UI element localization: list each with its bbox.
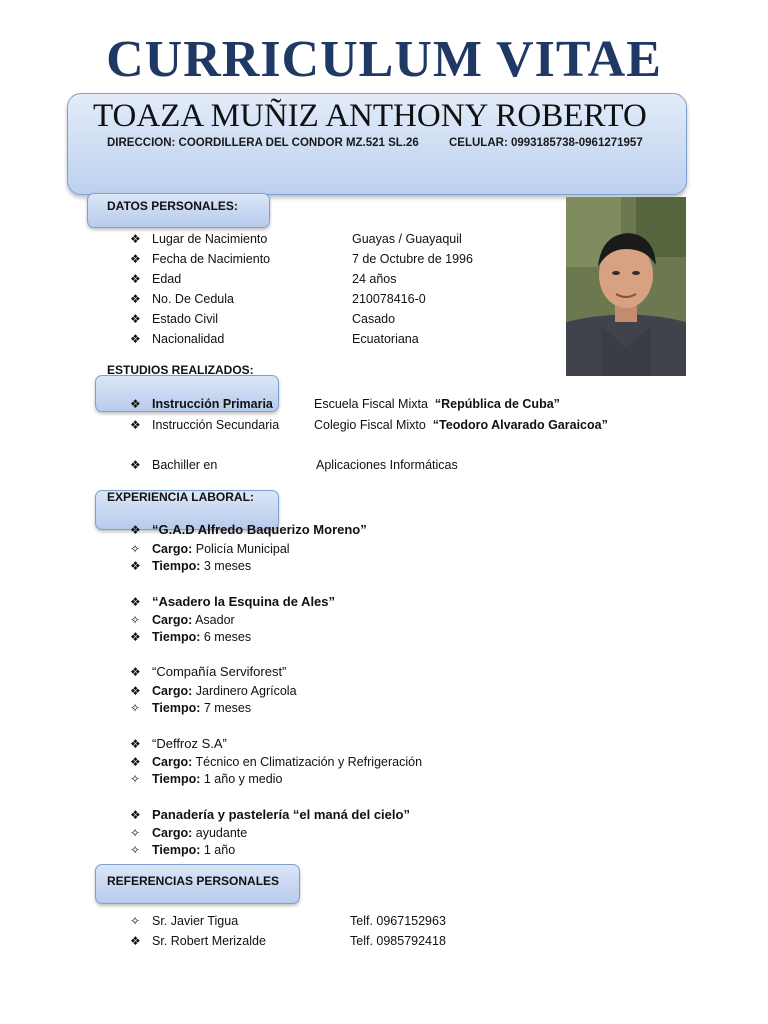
job-tiempo: ✧ Tiempo: 7 meses [130, 701, 252, 715]
bullet-icon: ❖ [130, 934, 141, 948]
list-item: ❖ Sr. Robert Merizalde Telf. 0985792418 [130, 934, 446, 948]
list-item: ❖ Edad 24 años [130, 272, 397, 286]
job-cargo: ❖ Cargo: Técnico en Climatización y Refrigeración [130, 755, 423, 769]
section-heading-references: REFERENCIAS PERSONALES [107, 874, 280, 888]
job-cargo: ✧ Cargo: Asador [130, 613, 235, 627]
section-heading-experience: EXPERIENCIA LABORAL: [107, 490, 254, 504]
bullet-icon: ❖ [130, 684, 141, 698]
bullet-icon: ❖ [130, 665, 141, 679]
bullet-icon: ❖ [130, 630, 141, 644]
job-company: ❖ “Deffroz S.A” [130, 736, 227, 751]
full-name: TOAZA MUÑIZ ANTHONY ROBERTO [93, 98, 647, 134]
job-tiempo: ✧ Tiempo: 1 año y medio [130, 772, 283, 786]
bullet-icon: ❖ [130, 808, 141, 822]
bullet-icon: ❖ [130, 252, 141, 266]
list-item: ❖ Fecha de Nacimiento 7 de Octubre de 1996 [130, 252, 473, 266]
bullet-icon: ❖ [130, 312, 141, 326]
job-company: ❖ Panadería y pastelería “el maná del cielo” [130, 807, 410, 822]
job-tiempo: ✧ Tiempo: 1 año [130, 843, 236, 857]
profile-photo [566, 197, 686, 376]
job-company: ❖ “G.A.D Alfredo Baquerizo Moreno” [130, 522, 367, 537]
bullet-outline-icon: ✧ [130, 613, 141, 627]
bullet-icon: ❖ [130, 232, 141, 246]
bullet-outline-icon: ✧ [130, 772, 141, 786]
list-item: ❖ Lugar de Nacimiento Guayas / Guayaquil [130, 232, 462, 246]
section-heading-studies: ESTUDIOS REALIZADOS: [107, 363, 254, 377]
bullet-icon: ❖ [130, 458, 141, 472]
bullet-icon: ❖ [130, 418, 141, 432]
list-item: ❖ No. De Cedula 210078416-0 [130, 292, 426, 306]
phone: CELULAR: 0993185738-0961271957 [449, 137, 643, 149]
job-cargo: ✧ Cargo: ayudante [130, 826, 248, 840]
bullet-outline-icon: ✧ [130, 826, 141, 840]
bullet-outline-icon: ✧ [130, 542, 141, 556]
job-company: ❖ “Compañía Serviforest” [130, 664, 287, 679]
job-tiempo: ❖ Tiempo: 3 meses [130, 559, 252, 573]
job-company: ❖ “Asadero la Esquina de Ales” [130, 594, 336, 609]
bullet-icon: ❖ [130, 272, 141, 286]
list-item: ❖ Instrucción Secundaria Colegio Fiscal Mixto “Teodoro Alvarado Garaicoa” [130, 418, 608, 432]
bullet-icon: ❖ [130, 523, 141, 537]
bullet-icon: ❖ [130, 332, 141, 346]
job-cargo: ✧ Cargo: Policía Municipal [130, 542, 290, 556]
job-tiempo: ❖ Tiempo: 6 meses [130, 630, 252, 644]
list-item: ❖ Estado Civil Casado [130, 312, 396, 326]
bullet-icon: ❖ [130, 737, 141, 751]
section-heading-personal: DATOS PERSONALES: [107, 199, 238, 213]
bullet-outline-icon: ✧ [130, 701, 141, 715]
bullet-icon: ❖ [130, 755, 141, 769]
list-item: ❖ Nacionalidad Ecuatoriana [130, 332, 419, 346]
bullet-icon: ❖ [130, 559, 141, 573]
bullet-outline-icon: ✧ [130, 914, 141, 928]
page-title: CURRICULUM VITAE [106, 31, 662, 88]
address: DIRECCION: COORDILLERA DEL CONDOR MZ.521 SL.26 [107, 137, 419, 149]
bullet-outline-icon: ✧ [130, 843, 141, 857]
list-item: ❖ Bachiller en Aplicaciones Informáticas [130, 458, 458, 472]
list-item: ❖ Instrucción Primaria Escuela Fiscal Mixta “República de Cuba” [130, 397, 560, 411]
bullet-icon: ❖ [130, 397, 141, 411]
list-item: ✧ Sr. Javier Tigua Telf. 0967152963 [130, 914, 446, 928]
job-cargo: ❖ Cargo: Jardinero Agrícola [130, 684, 297, 698]
bullet-icon: ❖ [130, 595, 141, 609]
bullet-icon: ❖ [130, 292, 141, 306]
